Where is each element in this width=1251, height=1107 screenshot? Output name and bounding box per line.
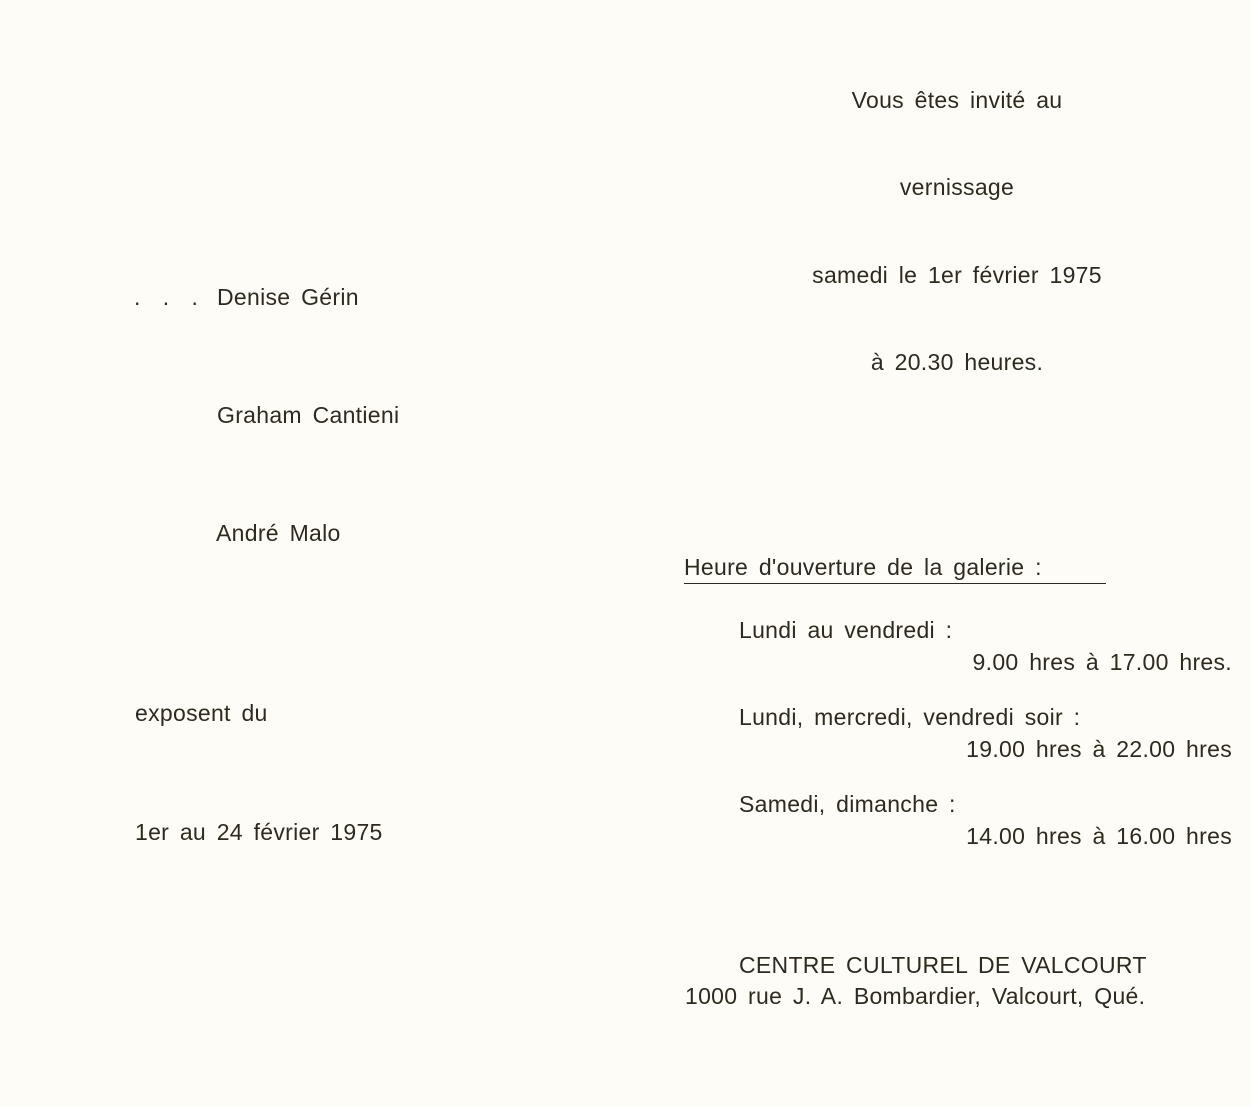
exposent-text: exposent du (135, 700, 268, 726)
schedule-days: Lundi au vendredi : (739, 617, 953, 643)
vernissage-date: samedi le 1er février 1975 (812, 262, 1102, 288)
schedule-hours: 9.00 hres à 17.00 hres. (972, 649, 1232, 675)
exhibition-dates: 1er au 24 février 1975 (135, 819, 383, 845)
schedule-days: Samedi, dimanche : (739, 791, 956, 817)
invite-line: Vous êtes invité au (851, 87, 1063, 113)
vernissage-title: vernissage (899, 174, 1015, 200)
venue-address: 1000 rue J. A. Bombardier, Valcourt, Qué. (685, 983, 1146, 1009)
artist-name: Denise Gérin (217, 284, 359, 310)
schedule-days: Lundi, mercredi, vendredi soir : (739, 704, 1081, 730)
schedule-hours: 19.00 hres à 22.00 hres (966, 736, 1232, 762)
venue-name: CENTRE CULTUREL DE VALCOURT (739, 952, 1147, 978)
hours-heading: Heure d'ouverture de la galerie : (684, 553, 1106, 584)
schedule-hours: 14.00 hres à 16.00 hres (966, 823, 1232, 849)
leading-ellipsis: . . . (134, 284, 204, 310)
artist-name: Graham Cantieni (217, 402, 400, 428)
vernissage-time: à 20.30 heures. (870, 349, 1044, 375)
artist-name: André Malo (216, 520, 341, 546)
